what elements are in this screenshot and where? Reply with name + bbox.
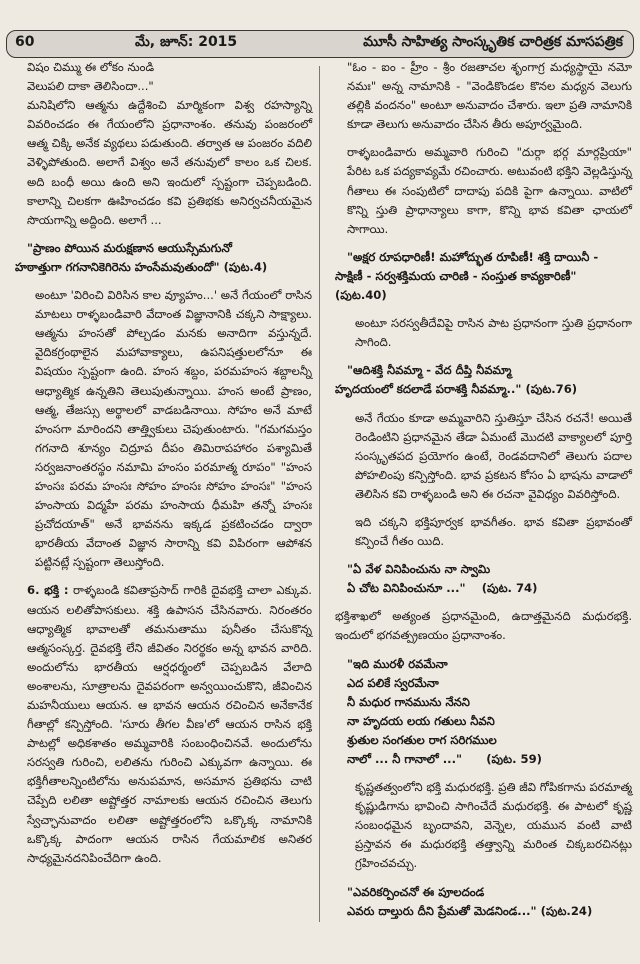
verse-line: శ్రుతుల సంగతుల రాగ సరిగముల xyxy=(347,732,497,747)
page-reference: (పుట.24) xyxy=(540,903,593,918)
paragraph: అనే గేయం కూడా అమ్మవారిని స్తుతిస్తూ చేసిన రచనే! అయితే రెండింటిని ప్రధానమైన తేడా ఏమంటే మొదటి వాక్యాలలో పూర్తి సంస్కృతపద ప్రయోగం ఉంటే, రెండవదానిలో తెలుగు పదాల పోహలింపు కన్పిస్తోంది. భావ ప్రకటన కోసం ఏ భాషను వాడాలో తెలిసిన కవి రాళ్ళబండి అని ఈ రచనా వైవిధ్యం వివరిస్తోంది. xyxy=(355,410,632,501)
magazine-title: మూసీ సాహిత్య సాంస్కృతిక చారిత్రక మాసపత్రిక xyxy=(363,34,623,50)
page-reference: (పుట.40) xyxy=(335,288,387,303)
quote-line: "అక్షర రూపధారిణీ! మహోద్భుత రూపిణీ! శక్తి దాయినీ - xyxy=(347,249,599,264)
paragraph: అంటూ 'విరించి విరిసిన కాల వ్యూహం...' అనే గేయంలో రాసిన మాటలు రాళ్ళబండివారి వేదాంత విజ్ఞానానికి చక్కని సాక్ష్యాలు. ఆత్మను హంసతో పోల్చడం మనకు అనాదిగా వస్తున్నదే. వైదికగ్రంథాలైన మహావాక్యాలు, ఉపనిషత్తులలోనూ ఈ విషయం స్పష్టంగా ఉంది. హంస శబ్దం, పరమహంస శబ్దాలన్నీ ఆధ్యాత్మిక ఉన్నతిని తెలుపుతున్నాయి. హంస అంటే ప్రాణం, ఆత్మ, తేజస్సు అర్థాలలో వాడబడినాయి. సోహం అనే మాటే హంసగా మారిందని తాత్త్వికులు చెపుతుంటారు. "గమగమస్తం గగనాది శూన్యం చిద్రూప దీపం తిమిరాపహారం పశ్యామితే సర్వజనాంతరస్థం నమామి హంసం పరమాత్మ రూపం" "హంస హంసః పరమ హంసః సోహం హంసః సోహం హంసః" "హంస హంసాయ విద్మహే పరమ హంసాయ ధీమహి తన్నో హంసః ప్రచోదయాత్" అనే భావనను ఇక్కడ ప్రకటించడం ద్వారా భారతీయ వేదాంత విజ్ఞాన సారాన్ని కవి విపిరంగా ఆపోశన పట్టినట్లే స్పష్టంగా తెలుస్తోంది. xyxy=(35,288,312,570)
paragraph: 6. భక్తి : రాళ్ళబండి కవితాప్రసాద్ గారికి దైవభక్తి చాలా ఎక్కువ. ఆయన లలితోపాసకులు. శక్తి ఉపాసన చేసినవారు. నిరంతరం ఆధ్యాత్మిక భావాలతో తమనుతాము పునీతం చేసుకొన్న ఆత్మసంస్కర్త. దైవభక్తి లేని జీవితం నిరర్థకం అన్న భావన వారిది. అందులోను భారతీయ ఆర్షధర్మంలో చెప్పబడిన వేలాది అంశాలను, సూత్రాలను దైవపరంగా అన్వయించుకొని, జీవించిన మహనీయులు ఆయన. ఆ భావన ఆయన రచించిన అనేకానేక గీతాల్లో కన్పిస్తోంది. 'సూరు తీగల వీణ'లో ఆయన రాసిన భక్తి పాటల్లో అధికశాతం అమ్మవారికి సంబంధించినవే. అందులోను సరస్వతి గురించి, లలితను గురించి ఎక్కువగా ఉన్నాయి. ఈ భక్తిగీతాలన్నింటిలోను అనుపమాన, అసమాన ప్రతిభను చాటి చెప్పేది లలితా అష్టోత్తర నామాలకు ఆయన రచించిన తెలుగు స్వేచ్ఛానువాదం లలితా అష్టోత్తరంలోని ఒక్కొక్క నామానికి ఒక్కొక్క పాదంగా ఆయన రాసిన గేయమాలిక అనితర సాధ్యమైనదనిపించేదిగా ఉంది. xyxy=(27,583,312,865)
verse-line: వెలుపలి దాకా తెలిసిందా..." xyxy=(27,79,154,94)
page-reference: (పుట.4) xyxy=(223,259,268,274)
right-column xyxy=(335,58,632,921)
quote-line: ఎవరు దాల్తురు దీని ప్రేమతో మెడనిండ..." (పుట.24) xyxy=(347,903,593,918)
page-number: 60 xyxy=(15,34,35,50)
verse-line: నా హృదయ లయ గతులు నీవని xyxy=(347,713,495,728)
page-header xyxy=(6,30,634,58)
verse-line: ఎద పలికే స్వరమేనా xyxy=(347,675,439,690)
quote-line: "ఎవరికర్పించనో ఈ పూలదండ xyxy=(347,884,485,899)
verse-line: నాలో ... నీ గానాలో ..." (పుట. 59) xyxy=(347,752,542,766)
quote-line: ఏ చోట వినిపించునూ ..." (పుట. 74) xyxy=(347,581,538,596)
paragraph: "ఓం - ఐం - హ్రీం - శ్రీం రజతాచల శృంగాగ్ర మధ్యస్థాయై నమో నమః" అన్న నామానికి - "వెండికొండల కొనల మధ్యన వెలుగు తల్లికి వందనం" అంటూ అనువాదం చేశారు. ఇలా ప్రతి నామానికి కూడా తెలుగు అనువాదం చేసిన తీరు అపూర్వమైంది. xyxy=(347,60,632,132)
verse-line: నీ మధుర గానమును నేనని xyxy=(347,694,470,709)
quote-line: హఠాత్తుగా గగనానికెగిరెను హంసేమవుతుందో" (పుట.4) xyxy=(15,259,268,274)
verse-line: విషం చిమ్ము ఈ లోకం నుండి xyxy=(27,60,155,74)
paragraph: రాళ్ళబండివారు అమ్మవారి గురించి "దుర్గా భర్గ మార్గప్రియా" పేరిట ఒక పద్యకావ్యమే రచించారు. అటువంటి భక్తిని వెల్లడిస్తున్న గీతాలు ఈ సంపుటిలో దాదాపు పదికి పైగా ఉన్నాయి. వాటిలో కొన్ని స్తుతి ప్రాధాన్యాలు కాగా, కొన్ని భావ కవితా ఛాయలో సాగాయి. xyxy=(347,145,632,236)
page-reference: (పుట. 74) xyxy=(481,581,538,596)
paragraph: అంటూ సరస్వతీదేవిపై రాసిన పాట ప్రధానంగా స్తుతి ప్రధానంగా సాగింది. xyxy=(355,316,632,350)
quote-line: "ప్రాణం పోయిన మరుక్షణాన ఆయుస్సేమగునో xyxy=(27,240,232,255)
paragraph: కృష్ణతత్వంలోని భక్తి మధురభక్తి. ప్రతి జీవి గోపికగాను పరమాత్మ కృష్ణుడిగాను భావించి సాగించేదే మధురభక్తి. ఈ పాటలో కృష్ణ సంబంధమైన బృందావని, వెన్నెల, యమున వంటి వాటి ప్రస్తావన ఈ మధురభక్తి తత్త్వాన్ని మరింత చిక్కబరచినట్లు గ్రహించవచ్చు. xyxy=(355,780,632,871)
quote-line: హృదయంలో కదలాడే పరాశక్తి నీవమ్మా.." (పుట.76) xyxy=(335,382,578,397)
paragraph: మనిషిలోని ఆత్మను ఉద్దేశించి మార్మికంగా విశ్వ రహస్యాన్ని వివరించడం ఈ గేయంలోని ప్రధానాంశం. తనువు పంజరంలో ఆత్మ చిక్కి అనేక వ్యథలు పడుతుంది. తర్వాత ఆ పంజరం వదిలి వెళ్ళిపోతుంది. అలాగే విశ్వం అనే తనువులో కాలం ఒక చిలక. అది బంధీ అయి ఉంది అని ఇందులో స్పష్టంగా చెప్పబడింది. కాలాన్ని చిలకగా ఊహించడం కవి ప్రతిభకు అనిర్వచనీయమైన సొయగాన్ని అద్దింది. అలాగే ... xyxy=(27,98,312,227)
page-reference: (పుట.76) xyxy=(525,382,578,397)
paragraph: ఇది చక్కని భక్తిపూర్వక భావగీతం. భావ కవితా ప్రభావంతో కన్పించే గీతం యిది. xyxy=(355,514,632,549)
quote-line: సాక్షిణీ - సర్వశక్తిమయ చారిణి - సంస్తుత కావ్యకారిణీ" xyxy=(335,268,577,283)
column-divider xyxy=(319,66,320,922)
section-heading: 6. భక్తి : xyxy=(27,583,69,598)
page-reference: (పుట. 59) xyxy=(486,752,542,766)
quote-line: "ఏ వేళ వినిపించును నా స్వామి xyxy=(347,562,491,577)
verse-line: "ఇది మురళీ రవమేనా xyxy=(347,656,448,671)
quote-line: "ఆదిశక్తి నీవమ్మా - వేద దీప్తి నీవమ్మా xyxy=(347,363,512,378)
issue-date: మే, జూన్: 2015 xyxy=(135,34,238,50)
paragraph: భక్తిశాఖలో అత్యంత ప్రధానమైంది, ఉదాత్తమైనది మధురభక్తి. ఇందులో భగవత్ప్రణయం ప్రధానాంశం. xyxy=(335,609,632,643)
left-column xyxy=(15,58,312,868)
